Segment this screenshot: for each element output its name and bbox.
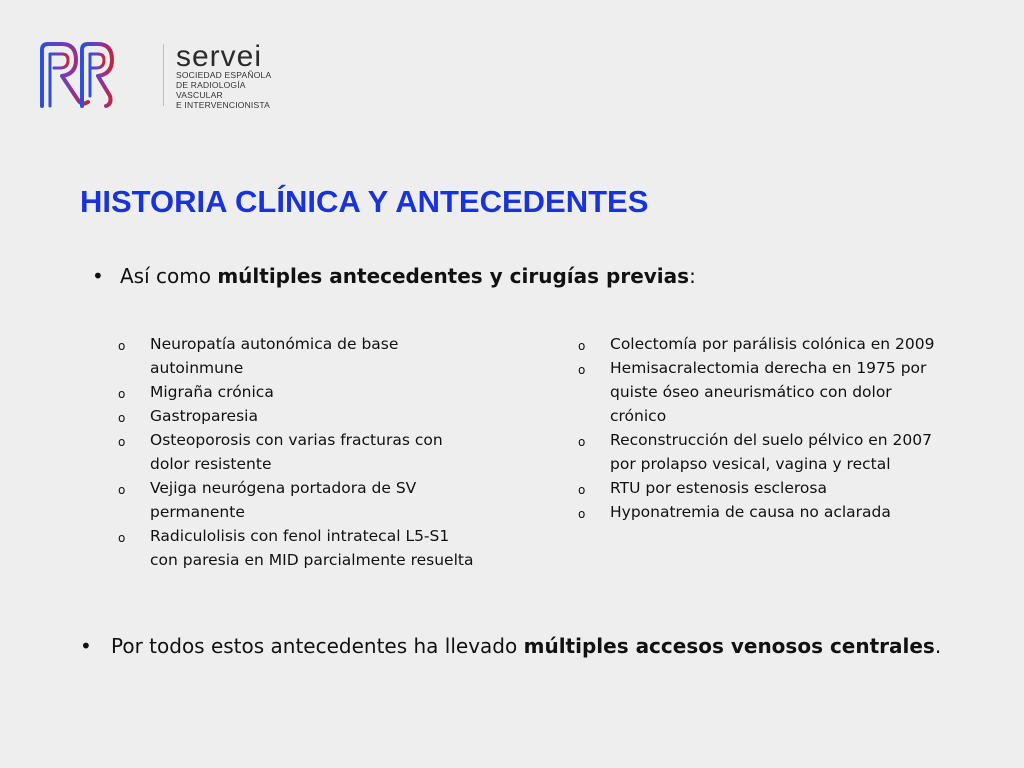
list-item-text: Colectomía por parálisis colónica en 2009 xyxy=(610,335,935,353)
list-item-text: Hyponatremia de causa no aclarada xyxy=(610,503,891,521)
circle-bullet-icon: o xyxy=(118,387,126,401)
logo-subtitle-line: SOCIEDAD ESPAÑOLA xyxy=(176,70,272,80)
list-item-text: RTU por estenosis esclerosa xyxy=(610,479,827,497)
footer-paragraph xyxy=(80,634,941,658)
list-item-text: Gastroparesia xyxy=(150,407,258,425)
list-item-text-cont: autoinmune xyxy=(150,359,244,377)
servei-logo-mark xyxy=(36,40,118,110)
list-item-text: Radiculolisis con fenol intratecal L5-S1 xyxy=(150,527,450,545)
circle-bullet-icon: o xyxy=(578,339,586,353)
logo-divider xyxy=(163,44,164,106)
list-item xyxy=(578,500,958,524)
list-item xyxy=(118,524,498,572)
list-item-text-cont: permanente xyxy=(150,503,245,521)
list-item-text-cont: dolor resistente xyxy=(150,455,272,473)
list-item-text: Reconstrucción del suelo pélvico en 2007 xyxy=(610,431,932,449)
list-item-text: Migraña crónica xyxy=(150,383,274,401)
antecedentes-list-left xyxy=(118,332,498,572)
slide-title: HISTORIA CLÍNICA Y ANTECEDENTES xyxy=(80,184,649,219)
circle-bullet-icon: o xyxy=(118,435,126,449)
list-item xyxy=(578,356,958,428)
list-item xyxy=(118,332,498,380)
list-item xyxy=(118,404,498,428)
circle-bullet-icon: o xyxy=(118,483,126,497)
list-item xyxy=(578,428,958,476)
bullet-icon: • xyxy=(92,264,104,288)
list-item-text-cont: por prolapso vesical, vagina y rectal xyxy=(610,455,891,473)
circle-bullet-icon: o xyxy=(578,507,586,521)
circle-bullet-icon: o xyxy=(578,363,586,377)
circle-bullet-icon: o xyxy=(578,483,586,497)
bullet-icon: • xyxy=(80,634,92,658)
list-item-text-cont: con paresia en MID parcialmente resuelta xyxy=(150,551,474,569)
logo-subtitle-line: E INTERVENCIONISTA xyxy=(176,100,270,110)
list-item xyxy=(578,332,958,356)
logo-subtitle-line: VASCULAR xyxy=(176,90,223,100)
list-item-text-cont: crónico xyxy=(610,407,667,425)
footer-text-end: . xyxy=(934,634,942,658)
footer-text: Por todos estos antecedentes ha llevado xyxy=(111,634,524,658)
logo-subtitle-line: DE RADIOLOGÍA xyxy=(176,80,246,90)
list-item-text: Hemisacralectomia derecha en 1975 por xyxy=(610,359,927,377)
intro-text-end: : xyxy=(689,264,696,288)
list-item xyxy=(118,380,498,404)
footer-bold-text: múltiples accesos venosos centrales xyxy=(523,634,935,658)
list-item-text: Osteoporosis con varias fracturas con xyxy=(150,431,443,449)
list-item-text: Vejiga neurógena portadora de SV xyxy=(150,479,417,497)
logo-subtitle xyxy=(176,70,271,110)
list-item xyxy=(578,476,958,500)
circle-bullet-icon: o xyxy=(118,339,126,353)
list-item-text-cont: quiste óseo aneurismático con dolor xyxy=(610,383,892,401)
intro-bold-text: múltiples antecedentes y cirugías previas xyxy=(217,264,690,288)
servei-logo xyxy=(36,40,272,112)
intro-text: Así como xyxy=(120,264,218,288)
list-item-text: Neuropatía autonómica de base xyxy=(150,335,399,353)
antecedentes-list-right xyxy=(578,332,958,524)
circle-bullet-icon: o xyxy=(118,411,126,425)
circle-bullet-icon: o xyxy=(118,531,126,545)
circle-bullet-icon: o xyxy=(578,435,586,449)
logo-name: servei xyxy=(176,40,263,73)
list-item xyxy=(118,476,498,524)
list-item xyxy=(118,428,498,476)
intro-paragraph xyxy=(92,264,696,288)
